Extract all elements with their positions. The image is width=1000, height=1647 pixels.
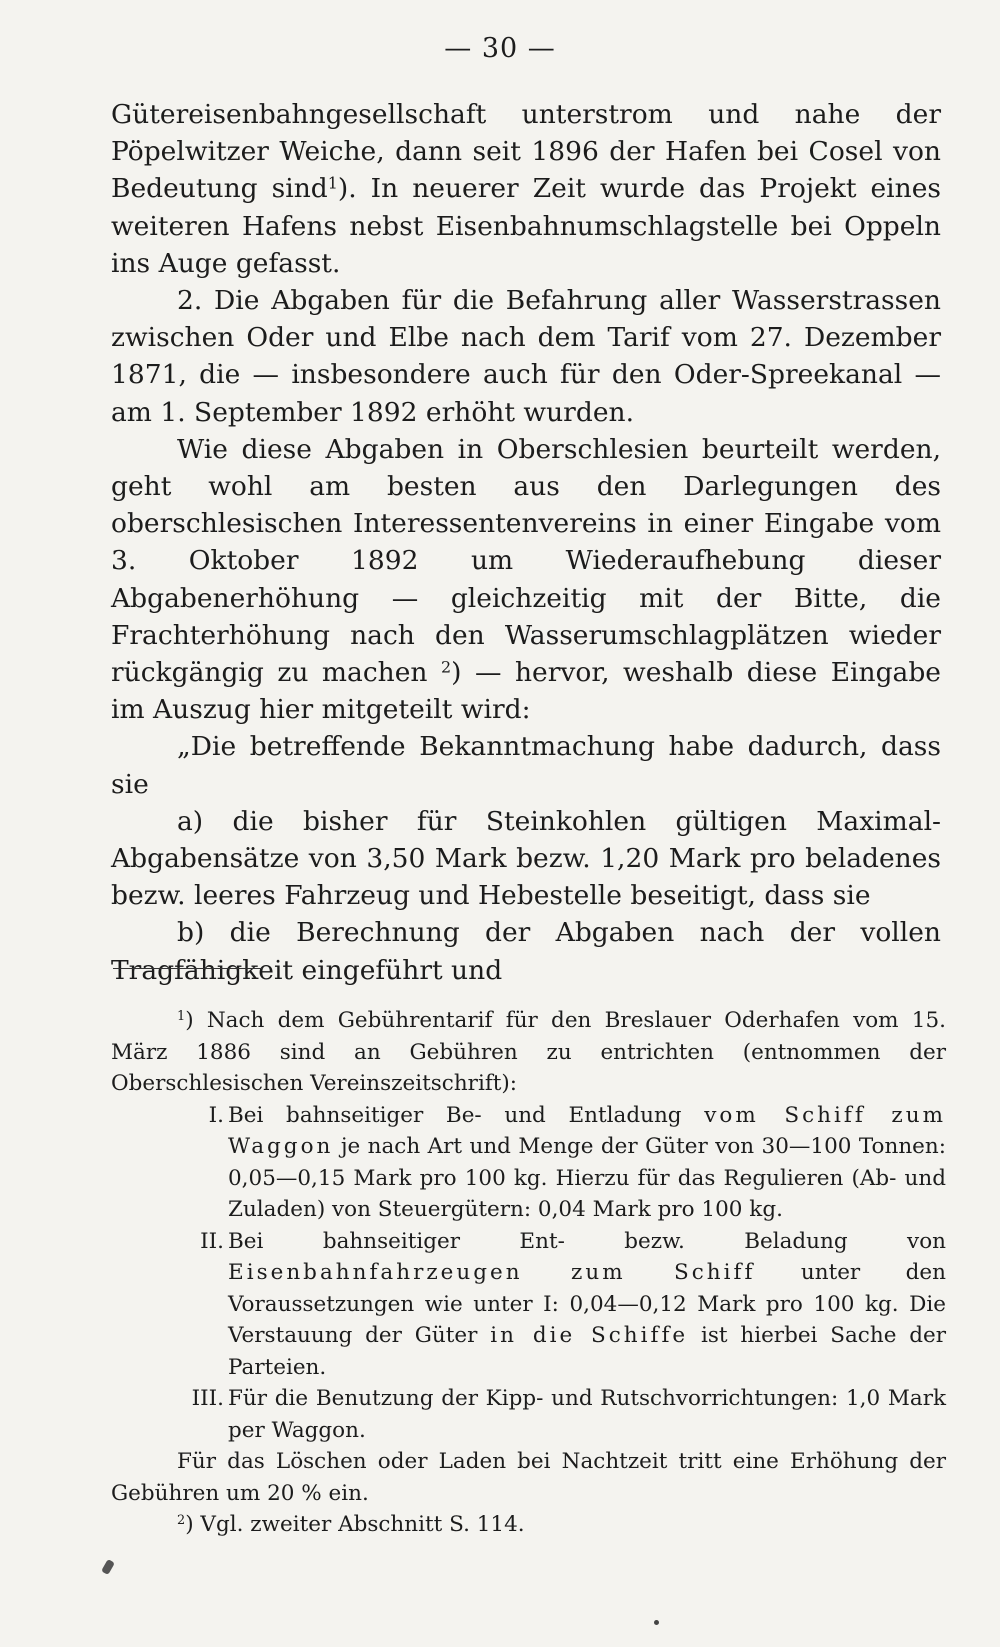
item-2-number: II. [200,1228,224,1254]
ink-mark [101,1559,115,1575]
paragraph-1-text: Gütereisenbahngesellschaft unterstrom und nahe der Pöpelwitzer Weiche, dann seit 1896 der Hafen bei Cosel von Bedeutung sind [111,99,941,205]
page-number: — 30 — [444,33,556,64]
item-2-spaced-2: in die Schiffe [490,1323,689,1348]
footnote-1-closing: Für das Löschen oder Laden bei Nachtzeit tritt eine Erhöhung der Gebühren um 20 % ein. [111,1449,946,1506]
item-1-text-a: Bei bahnseitiger Be- und Entladung [228,1102,682,1128]
footnote-ref-1: 1 [327,173,338,193]
footnote-separator [113,968,263,969]
item-3-text: Für die Benutzung der Kipp- und Rutschvorrichtungen: 1,0 Mark per Waggon. [228,1386,946,1443]
main-text [111,96,941,989]
paragraph-1 [111,96,941,282]
footnote-2-text: ) Vgl. zweiter Abschnitt S. 114. [185,1512,525,1537]
footnote-1-marker: 1 [177,1008,186,1024]
paragraph-3-text: Wie diese Abgaben in Oberschlesien beurteilt werden, geht wohl am besten aus den Darlegungen des oberschlesischen Interessentenvereins in einer Eingabe vom 3. Oktober 1892 um Wiederaufhebung dieser Abgabenerhöhung — gleichzeitig mit der Bitte, die Frachterhöhung nach den Wasserumschlagplätzen wieder rückgängig zu machen [111,433,941,689]
paragraph-3 [111,431,941,729]
quote-intro: „Die betreffende Bekanntmachung habe dadurch, dass sie [111,731,941,800]
footnote-1-intro [111,1005,946,1100]
item-2-text-b: unter den Voraussetzungen wie unter I: 0,04—0,12 Mark pro 100 kg. Die Verstauung der Güter [228,1260,946,1348]
quote-item-b: b) die Berechnung der Abgaben nach der vollen Tragfähigkeit eingeführt und [111,917,941,986]
item-1-text-b: je nach Art und Menge der Güter von 30—100 Tonnen: 0,05—0,15 Mark pro 100 kg. Hierzu für das Regulieren (Ab- und Zuladen) von Steuergütern: 0,04 Mark pro 100 kg. [228,1134,946,1222]
footnote-2-marker: 2 [177,1512,186,1528]
paragraph-2: 2. Die Abgaben für die Befahrung aller Wasserstrassen zwischen Oder und Elbe nach dem Tarif vom 27. Dezember 1871, die — insbesondere auch für den Oder-Spreekanal — am 1. September 1892 erhöht wurden. [111,285,941,428]
footnote-item-2 [111,1226,946,1384]
item-1-number: I. [208,1102,224,1128]
footnote-1-text: ) Nach dem Gebührentarif für den Breslauer Oderhafen vom 15. März 1886 sind an Gebühren zu entrichten (entnommen der Oberschlesischen Vereinszeitschrift): [111,1008,946,1096]
item-2-text-a: Bei bahnseitiger Ent- bezw. Beladung von [228,1228,946,1254]
footnote-ref-2: 2 [441,657,452,677]
item-2-text-c: ist hierbei Sache der Parteien. [228,1323,946,1380]
footnote-item-1 [111,1100,946,1226]
ink-dot [654,1620,659,1625]
footnote-2 [111,1509,946,1541]
item-2-spaced: Eisenbahnfahrzeugen zum Schiff [228,1260,756,1285]
quote-item-a: a) die bisher für Steinkohlen gültigen Maximal-Abgabensätze von 3,50 Mark bezw. 1,20 Mark pro beladenes bezw. leeres Fahrzeug und Hebestelle beseitigt, dass sie [111,805,941,912]
item-3-number: III. [191,1386,224,1411]
paragraph-3-tail: ) — hervor, weshalb diese Eingabe im Auszug hier mitgeteilt wird: [111,657,941,726]
paragraph-1-tail: ). In neuerer Zeit wurde das Projekt eines weiteren Hafens nebst Eisenbahnumschlagstelle bei Oppeln ins Auge gefasst. [111,173,941,279]
footnote-item-3 [111,1383,946,1446]
footnotes [111,1005,946,1541]
item-1-spaced: vom Schiff zum Waggon [228,1102,946,1159]
